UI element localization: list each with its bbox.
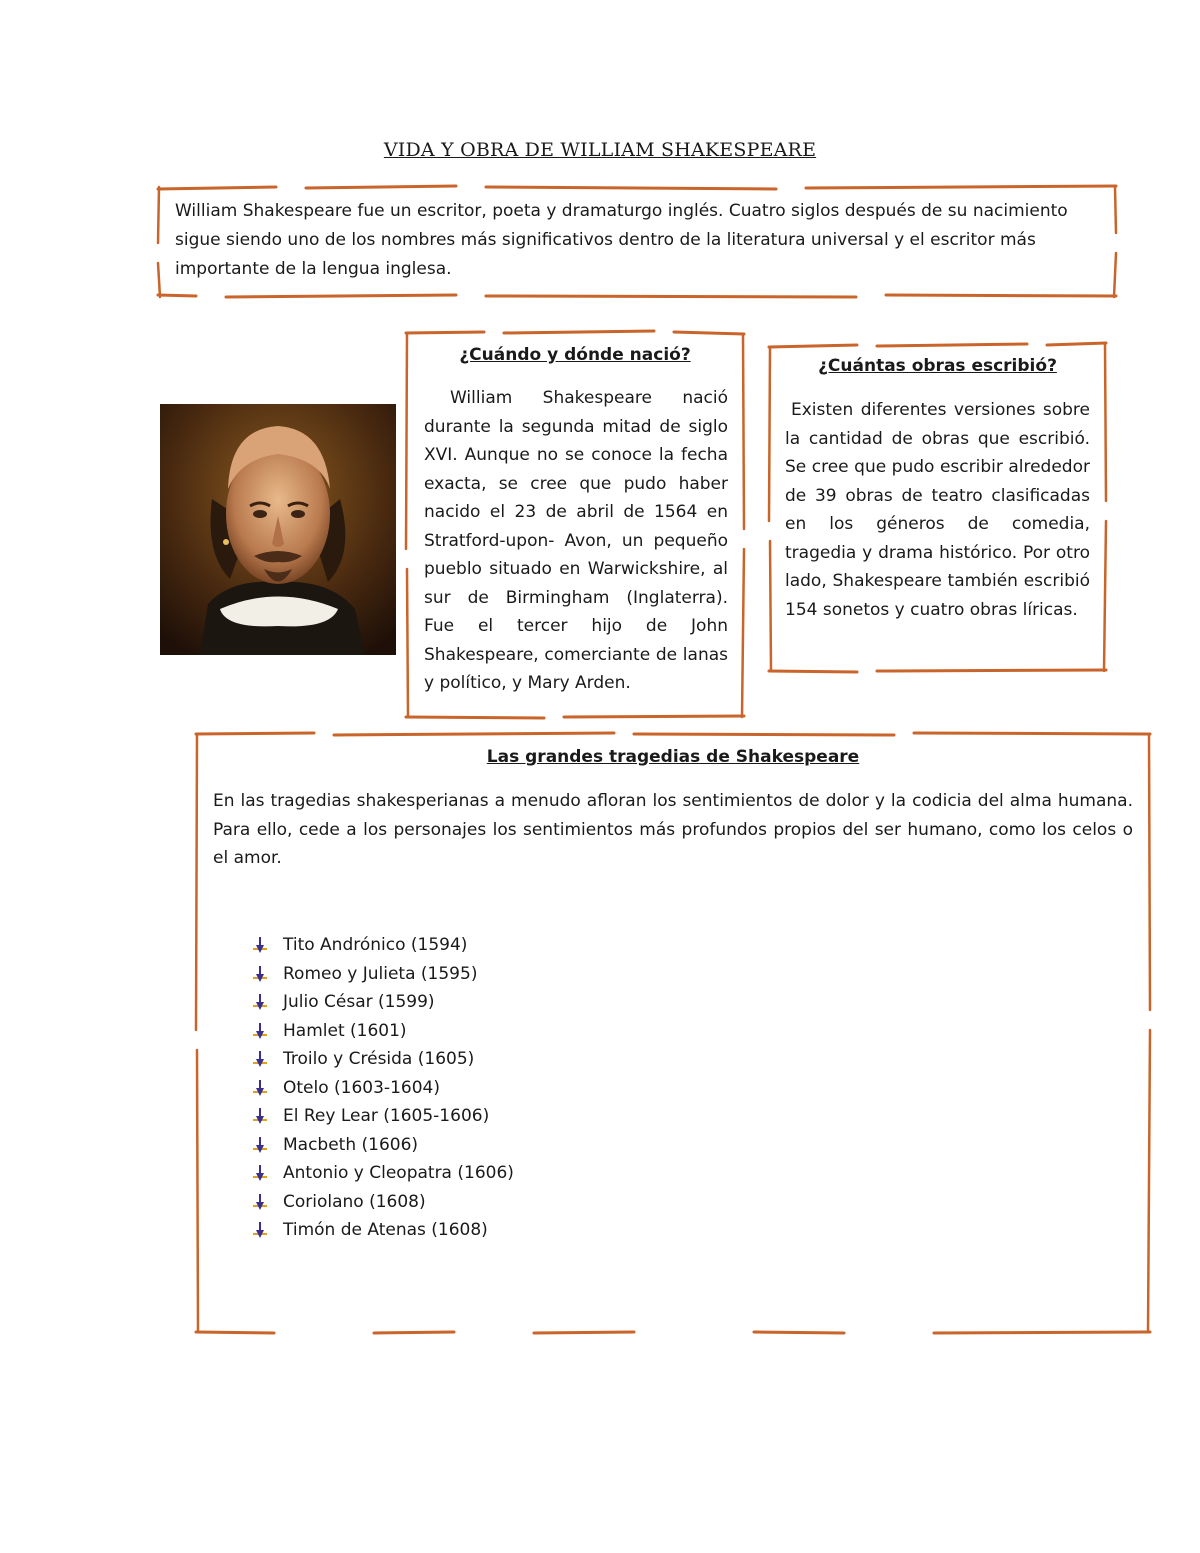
list-item-label: Romeo y Julieta (1595) xyxy=(283,963,478,984)
arrow-down-bullet-icon xyxy=(252,1050,268,1068)
intro-box xyxy=(156,183,1118,301)
list-item xyxy=(252,988,514,1017)
list-item-label: Otelo (1603-1604) xyxy=(283,1077,440,1098)
arrow-down-bullet-icon xyxy=(252,1221,268,1239)
works-box xyxy=(767,341,1108,675)
list-item-label: Troilo y Crésida (1605) xyxy=(283,1049,475,1070)
works-text: Existen diferentes versiones sobre la cantidad de obras que escribió. Se cree que pudo escribir alrededor de 39 obras de teatro clasificadas en los géneros de comedia, tragedia y drama histórico. Por otro lado, Shakespeare también escribió 154 sonetos y cuatro obras líricas. xyxy=(785,400,1090,620)
arrow-down-bullet-icon xyxy=(252,965,268,983)
works-heading: ¿Cuántas obras escribió? xyxy=(818,356,1057,376)
arrow-down-bullet-icon xyxy=(252,993,268,1011)
list-item xyxy=(252,1216,514,1245)
page-title: VIDA Y OBRA DE WILLIAM SHAKESPEARE xyxy=(383,139,817,161)
arrow-down-bullet-icon xyxy=(252,1079,268,1097)
arrow-down-bullet-icon xyxy=(252,1107,268,1125)
tragedies-text: En las tragedias shakesperianas a menudo afloran los sentimientos de dolor y la codicia del alma humana. Para ello, cede a los personajes los sentimientos más profundos propios del ser humano, como los celos o el amor. xyxy=(213,791,1133,868)
arrow-down-bullet-icon xyxy=(252,1164,268,1182)
list-item-label: Hamlet (1601) xyxy=(283,1020,407,1041)
list-item xyxy=(252,1102,514,1131)
tragedies-list xyxy=(252,931,514,1245)
list-item xyxy=(252,1159,514,1188)
list-item-label: Macbeth (1606) xyxy=(283,1134,419,1155)
list-item xyxy=(252,1074,514,1103)
list-item xyxy=(252,1017,514,1046)
list-item xyxy=(252,931,514,960)
list-item xyxy=(252,960,514,989)
list-item xyxy=(252,1131,514,1160)
intro-text: William Shakespeare fue un escritor, poeta y dramaturgo inglés. Cuatro siglos después de su nacimiento sigue siendo uno de los nombres más significativos dentro de la literatura universal y el escritor más importante de la lengua inglesa. xyxy=(175,201,1068,279)
list-item-label: Coriolano (1608) xyxy=(283,1191,426,1212)
arrow-down-bullet-icon xyxy=(252,1022,268,1040)
birth-box xyxy=(404,329,746,721)
arrow-down-bullet-icon xyxy=(252,1136,268,1154)
tragedies-heading: Las grandes tragedias de Shakespeare xyxy=(486,747,860,767)
list-item-label: El Rey Lear (1605-1606) xyxy=(283,1106,490,1127)
birth-text: William Shakespeare nació durante la segunda mitad de siglo XVI. Aunque no se conoce la fecha exacta, se cree que pudo haber nacido el 23 de abril de 1564 en Stratford-upon- Avon, un pequeño pueblo situado en Warwickshire, al sur de Birmingham (Inglaterra). Fue el tercer hijo de John Shakespeare, comerciante de lanas y político, y Mary Arden. xyxy=(424,388,728,693)
list-item-label: Timón de Atenas (1608) xyxy=(283,1220,488,1241)
list-item xyxy=(252,1045,514,1074)
birth-heading: ¿Cuándo y dónde nació? xyxy=(459,345,691,365)
arrow-down-bullet-icon xyxy=(252,1193,268,1211)
list-item xyxy=(252,1188,514,1217)
arrow-down-bullet-icon xyxy=(252,936,268,954)
list-item-label: Julio César (1599) xyxy=(283,992,435,1013)
list-item-label: Antonio y Cleopatra (1606) xyxy=(283,1163,514,1184)
list-item-label: Tito Andrónico (1594) xyxy=(283,935,468,956)
shakespeare-portrait xyxy=(160,404,396,655)
